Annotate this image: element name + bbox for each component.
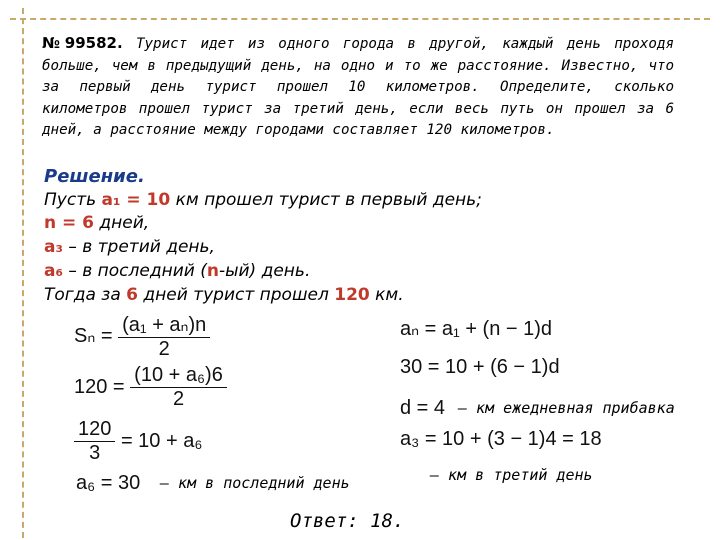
note-daily-increase: – км ежедневная прибавка <box>458 399 675 417</box>
problem-number: №99582. <box>42 34 123 52</box>
text: Тогда за <box>44 285 127 305</box>
formula-lhs: Sₙ = <box>74 324 113 347</box>
text: дней, <box>94 213 150 233</box>
denominator: 3 <box>89 442 101 464</box>
formula-30: 30 = 10 + (6 − 1)d <box>400 356 560 378</box>
note-last-day: – км в последний день <box>160 474 350 492</box>
formula-divided <box>74 418 202 465</box>
solution-line-1 <box>44 190 482 210</box>
text: – в последний ( <box>62 261 207 281</box>
text: – в третий день, <box>62 237 215 257</box>
highlight: n = 6 <box>44 213 95 233</box>
fraction <box>118 312 210 361</box>
solution-line-2 <box>44 213 149 233</box>
text: км прошел турист в первый день; <box>170 190 482 210</box>
solution-line-4 <box>44 261 310 281</box>
text: дней турист прошел <box>138 285 335 305</box>
decorative-left-line <box>22 8 24 538</box>
denominator: 2 <box>172 388 185 410</box>
solution-line-5 <box>44 285 404 305</box>
solution-line-3 <box>44 237 215 257</box>
note-third-day: – км в третий день <box>430 466 593 484</box>
numerator: (10 + a₆)6 <box>130 364 227 388</box>
problem-text: Турист идет из одного города в другой, каждый день проходя больше, чем в предыдущий день, на одно и то же расстояние. Известно, что за первый день турист прошел 10 километров. Определите, сколько километров прошел турист за третий день, если весь путь он прошел за 6 дней, а расстояние между городами составляет 120 километров. <box>42 36 674 138</box>
text: -ый) день. <box>218 261 311 281</box>
formula-d: d = 4 <box>400 397 446 419</box>
answer: Ответ: 18. <box>290 510 405 532</box>
highlight: a₆ <box>44 261 63 281</box>
denominator: 2 <box>158 338 170 360</box>
formula-rhs: = 10 + a₆ <box>120 429 203 452</box>
text: км. <box>369 285 404 305</box>
highlight: 6 <box>126 285 138 305</box>
highlight: a₁ = 10 <box>101 190 171 210</box>
highlight: a₃ <box>44 237 63 257</box>
highlight: n <box>206 261 219 281</box>
formula-sn <box>74 312 210 361</box>
text: Пусть <box>44 190 102 210</box>
formula-substitution <box>74 364 227 411</box>
solution-heading: Решение. <box>44 166 145 187</box>
problem-statement <box>42 33 674 142</box>
numerator: 120 <box>74 418 115 442</box>
decorative-top-line <box>10 18 710 20</box>
formula-an: aₙ = a₁ + (n − 1)d <box>400 318 553 340</box>
formula-a6: a₆ = 30 <box>76 472 141 494</box>
formula-a3: a₃ = 10 + (3 − 1)4 = 18 <box>400 428 602 450</box>
fraction <box>74 418 115 465</box>
highlight: 120 <box>334 285 370 305</box>
numerator: (a₁ + aₙ)n <box>118 312 210 338</box>
formula-lhs: 120 = <box>74 375 125 398</box>
fraction <box>130 364 227 411</box>
